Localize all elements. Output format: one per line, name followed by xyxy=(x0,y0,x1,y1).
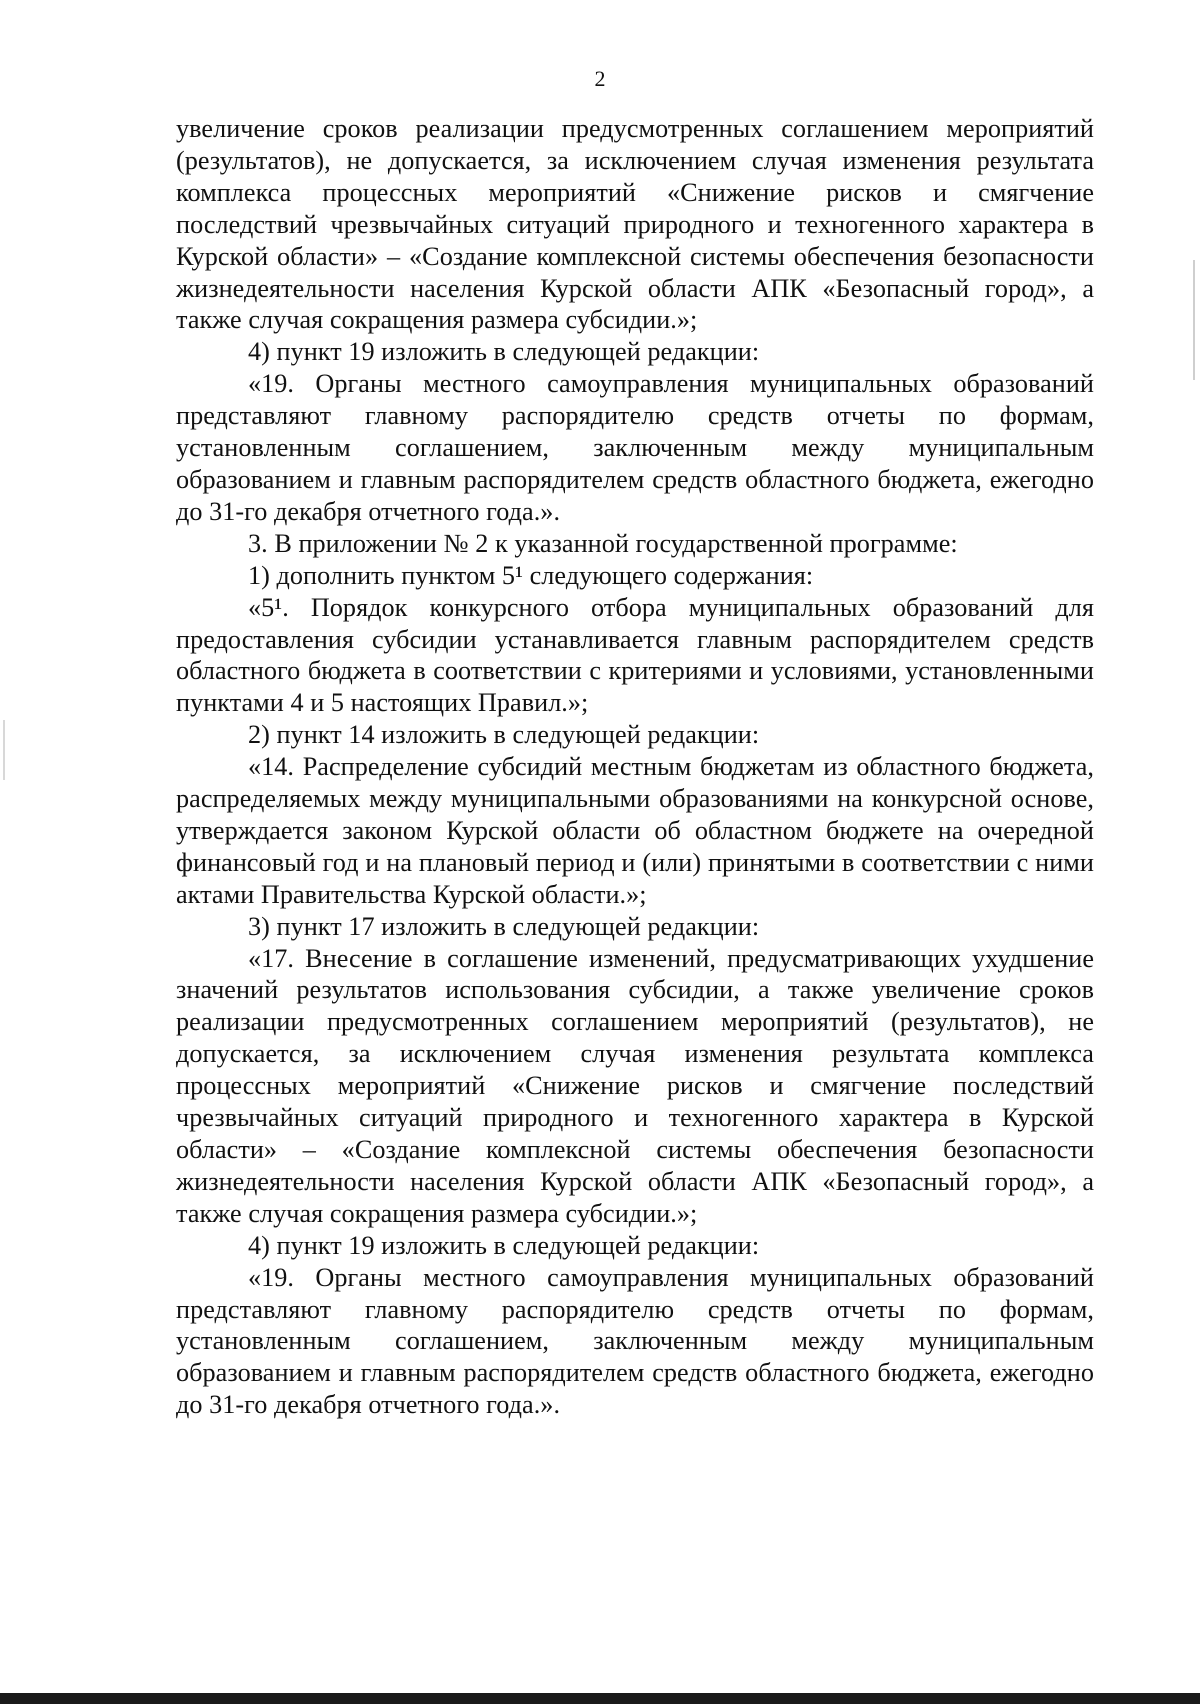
quoted-clause: «14. Распределение субсидий местным бюджетам из областного бюджета, распределяемых между муниципальными образованиями на конкурсной основе, утверждается законом Курской области об областном бюджете на очередной финансовый год и на плановый период и (или) принятыми в соответствии с ними актами Правительства Курской области.»; xyxy=(176,752,1094,909)
scan-edge-mark xyxy=(3,720,5,780)
quoted-clause: «19. Органы местного самоуправления муниципальных образований представляют главному распорядителю средств отчеты по формам, установленным соглашением, заключенным между муниципальным образованием и главным распорядителем средств областного бюджета, ежегодно до 31-го декабря отчетного года.». xyxy=(176,1262,1094,1420)
quoted-clause: «5¹. Порядок конкурсного отбора муниципальных образований для предоставления субсидии устанавливается главным распорядителем средств областного бюджета в соответствии с критериями и условиями, установленными пунктами 4 и 5 настоящих Правил.»; xyxy=(176,592,1094,718)
scan-bottom-edge xyxy=(0,1693,1200,1704)
document-body xyxy=(176,113,1094,1421)
page-number: 2 xyxy=(594,66,606,91)
list-item: 4) пункт 19 изложить в следующей редакции: xyxy=(248,1230,760,1260)
list-item: 3) пункт 17 изложить в следующей редакции: xyxy=(248,911,760,941)
quoted-clause: «19. Органы местного самоуправления муниципальных образований представляют главному распорядителю средств отчеты по формам, установленным соглашением, заключенным между муниципальным образованием и главным распорядителем средств областного бюджета, ежегодно до 31-го декабря отчетного года.». xyxy=(176,369,1094,526)
paragraph-continuation: увеличение сроков реализации предусмотренных соглашением мероприятий (результатов), не допускается, за исключением случая изменения результата комплекса процессных мероприятий «Снижение рисков и смягчение последствий чрезвычайных ситуаций природного и техногенного характера в Курской области» – «Создание комплексной системы обеспечения безопасности жизнедеятельности населения Курской области АПК «Безопасный город», а также случая сокращения размера субсидии.»; xyxy=(176,114,1094,335)
quoted-clause: «17. Внесение в соглашение изменений, предусматривающих ухудшение значений результатов использования субсидии, а также увеличение сроков реализации предусмотренных соглашением мероприятий (результатов), не допускается, за исключением случая изменения результата комплекса процессных мероприятий «Снижение рисков и смягчение последствий чрезвычайных ситуаций природного и техногенного характера в Курской области» – «Создание комплексной системы обеспечения безопасности жизнедеятельности населения Курской области АПК «Безопасный город», а также случая сокращения размера субсидии.»; xyxy=(176,943,1094,1228)
list-item: 4) пункт 19 изложить в следующей редакции: xyxy=(248,337,760,367)
section-heading: 3. В приложении № 2 к указанной государственной программе: xyxy=(248,528,958,558)
list-item: 2) пункт 14 изложить в следующей редакции: xyxy=(248,720,760,750)
scan-edge-mark xyxy=(1193,260,1195,380)
list-item: 1) дополнить пунктом 5¹ следующего содержания: xyxy=(248,560,814,590)
